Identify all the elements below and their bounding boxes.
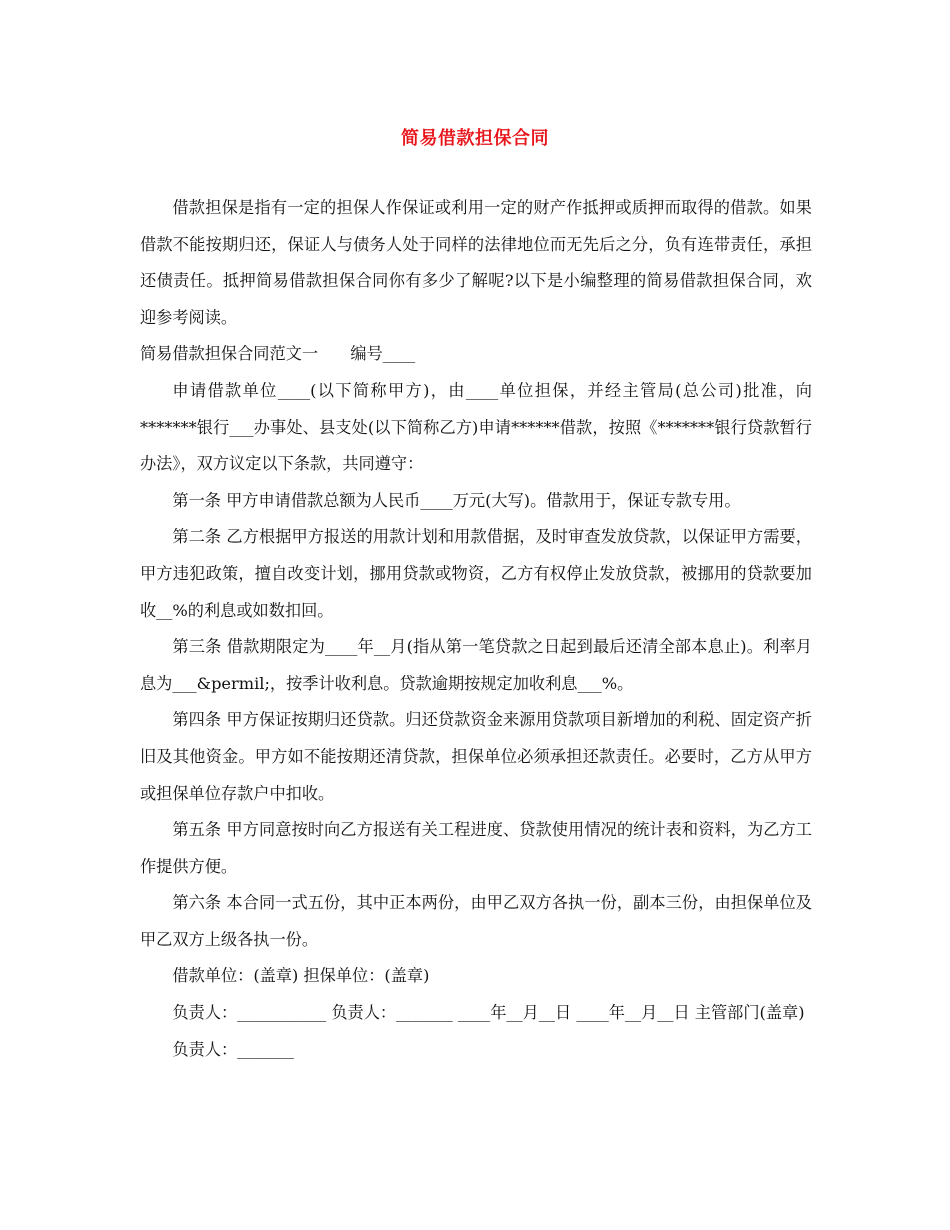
article-2: 第二条 乙方根据甲方报送的用款计划和用款借据，及时审查发放贷款，以保证甲方需要，甲方违犯政策，擅自改变计划，挪用贷款或物资，乙方有权停止发放贷款，被挪用的贷款要加收__%的利息或如数扣回。 bbox=[140, 527, 812, 620]
signature-line: 负责人：___________ 负责人：_______ ____年__月__日 ____年__月__日 主管部门(盖章) bbox=[172, 1003, 805, 1023]
article-6: 第六条 本合同一式五份，其中正本两份，由甲乙双方各执一份，副本三份，由担保单位及甲乙双方上级各执一份。 bbox=[140, 893, 812, 949]
article-5: 第五条 甲方同意按时向乙方报送有关工程进度、贷款使用情况的统计表和资料，为乙方工作提供方便。 bbox=[140, 820, 812, 876]
article-4: 第四条 甲方保证按期归还贷款。归还贷款资金来源用贷款项目新增加的利税、固定资产折旧及其他资金。甲方如不能按期还清贷款，担保单位必须承担还款责任。必要时，乙方从甲方或担保单位存款户中扣收。 bbox=[140, 710, 812, 803]
final-responsible-line: 负责人：_______ bbox=[172, 1039, 294, 1059]
article-1: 第一条 甲方申请借款总额为人民币____万元(大写)。借款用于，保证专款专用。 bbox=[172, 490, 741, 510]
document-body bbox=[140, 190, 812, 1068]
article-3: 第三条 借款期限定为____年__月(指从第一笔贷款之日起到最后还清全部本息止)。利率月息为___&permil;，按季计收利息。贷款逾期按规定加收利息___%。 bbox=[140, 637, 812, 693]
intro-paragraph: 借款担保是指有一定的担保人作保证或利用一定的财产作抵押或质押而取得的借款。如果借款不能按期归还，保证人与债务人处于同样的法律地位而无先后之分，负有连带责任，承担还债责任。抵押简易借款担保合同你有多少了解呢?以下是小编整理的简易借款担保合同，欢迎参考阅读。 bbox=[140, 198, 812, 327]
seal-line: 借款单位：(盖章) 担保单位：(盖章) bbox=[172, 966, 430, 986]
application-paragraph: 申请借款单位____(以下简称甲方)，由____单位担保，并经主管局(总公司)批准，向*******银行___办事处、县支处(以下简称乙方)申请******借款，按照《*******银行贷款暂行办法》，双方议定以下条款，共同遵守： bbox=[140, 380, 812, 474]
document-title: 简易借款担保合同 bbox=[401, 128, 549, 149]
sample-heading: 简易借款担保合同范文一 编号____ bbox=[140, 344, 416, 364]
